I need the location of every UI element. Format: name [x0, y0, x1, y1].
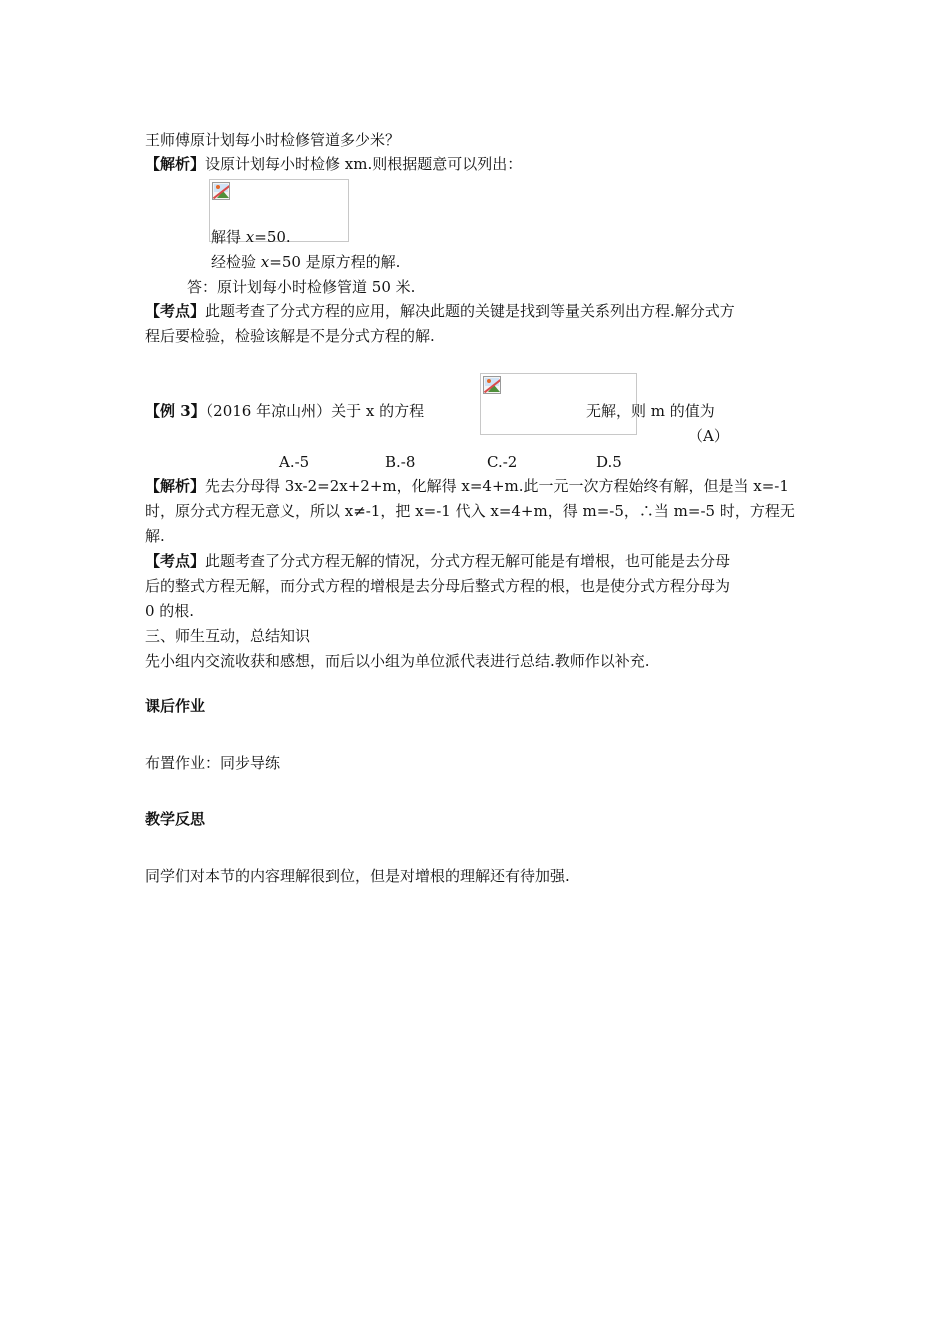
solution-text: 设原计划每小时检修 xm.则根据题意可以列出：: [205, 155, 523, 173]
solve-result: [211, 227, 291, 247]
keypoint-1-line-2: 程后要检验，检验该解是不是分式方程的解.: [145, 327, 435, 345]
solution-2-line-3: 解.: [145, 527, 165, 545]
broken-image-icon: [483, 376, 501, 394]
example-3: [145, 401, 424, 421]
option-d: D.5: [596, 453, 622, 471]
example-tag: 【例 3】: [145, 402, 206, 420]
solution-1: [145, 154, 522, 174]
check-suffix: =50 是原方程的解.: [269, 253, 401, 271]
example-text: （2016 年凉山州）关于 x 的方程: [205, 402, 425, 420]
solution-2-line-1: [145, 476, 789, 496]
example-3-tail: 无解，则 m 的值为: [586, 402, 715, 420]
section-3-text: 先小组内交流收获和感想，而后以小组为单位派代表进行总结.教师作以补充.: [145, 652, 650, 670]
keypoint-tag: 【考点】: [145, 552, 206, 570]
solution-tag: 【解析】: [145, 477, 206, 495]
keypoint-2-line-3: 0 的根.: [145, 602, 195, 620]
keypoint-text: 此题考查了分式方程无解的情况，分式方程无解可能是有增根，也可能是去分母: [205, 552, 731, 570]
homework-heading: 课后作业: [145, 697, 206, 715]
solution-tag: 【解析】: [145, 155, 206, 173]
keypoint-tag: 【考点】: [145, 302, 206, 320]
reflection-heading: 教学反思: [145, 810, 206, 828]
broken-image-icon: [212, 182, 230, 200]
option-c: C.-2: [487, 453, 518, 471]
homework-text: 布置作业：同步导练: [145, 754, 281, 772]
keypoint-text: 此题考查了分式方程的应用，解决此题的关键是找到等量关系列出方程.解分式方: [205, 302, 735, 320]
solve-variable: x: [245, 228, 255, 246]
keypoint-1-line-1: [145, 301, 735, 321]
section-3-heading: 三、师生互动，总结知识: [145, 627, 311, 645]
example-3-answer: （A）: [688, 427, 729, 445]
option-b: B.-8: [385, 453, 416, 471]
check-result: [211, 252, 400, 272]
keypoint-2-line-2: 后的整式方程无解，而分式方程的增根是去分母后整式方程的根，也是使分式方程分母为: [145, 577, 731, 595]
solve-suffix: =50.: [254, 228, 291, 246]
option-a: A.-5: [279, 453, 310, 471]
answer-line: 答：原计划每小时检修管道 50 米.: [187, 278, 416, 296]
solution-2-line-2: 时，原分式方程无意义，所以 x≠-1，把 x=-1 代入 x=4+m，得 m=-5，∴当 m=-5 时，方程无: [145, 502, 795, 520]
keypoint-2-line-1: [145, 551, 730, 571]
reflection-text: 同学们对本节的内容理解很到位，但是对增根的理解还有待加强.: [145, 867, 570, 885]
check-variable: x: [260, 253, 270, 271]
solution-text: 先去分母得 3x-2=2x+2+m，化解得 x=4+m.此一元一次方程始终有解，但是当 x=-1: [205, 477, 789, 495]
question-tail: 王师傅原计划每小时检修管道多少米？: [145, 131, 401, 149]
check-prefix: 经检验: [211, 253, 261, 271]
solve-prefix: 解得: [211, 228, 246, 246]
